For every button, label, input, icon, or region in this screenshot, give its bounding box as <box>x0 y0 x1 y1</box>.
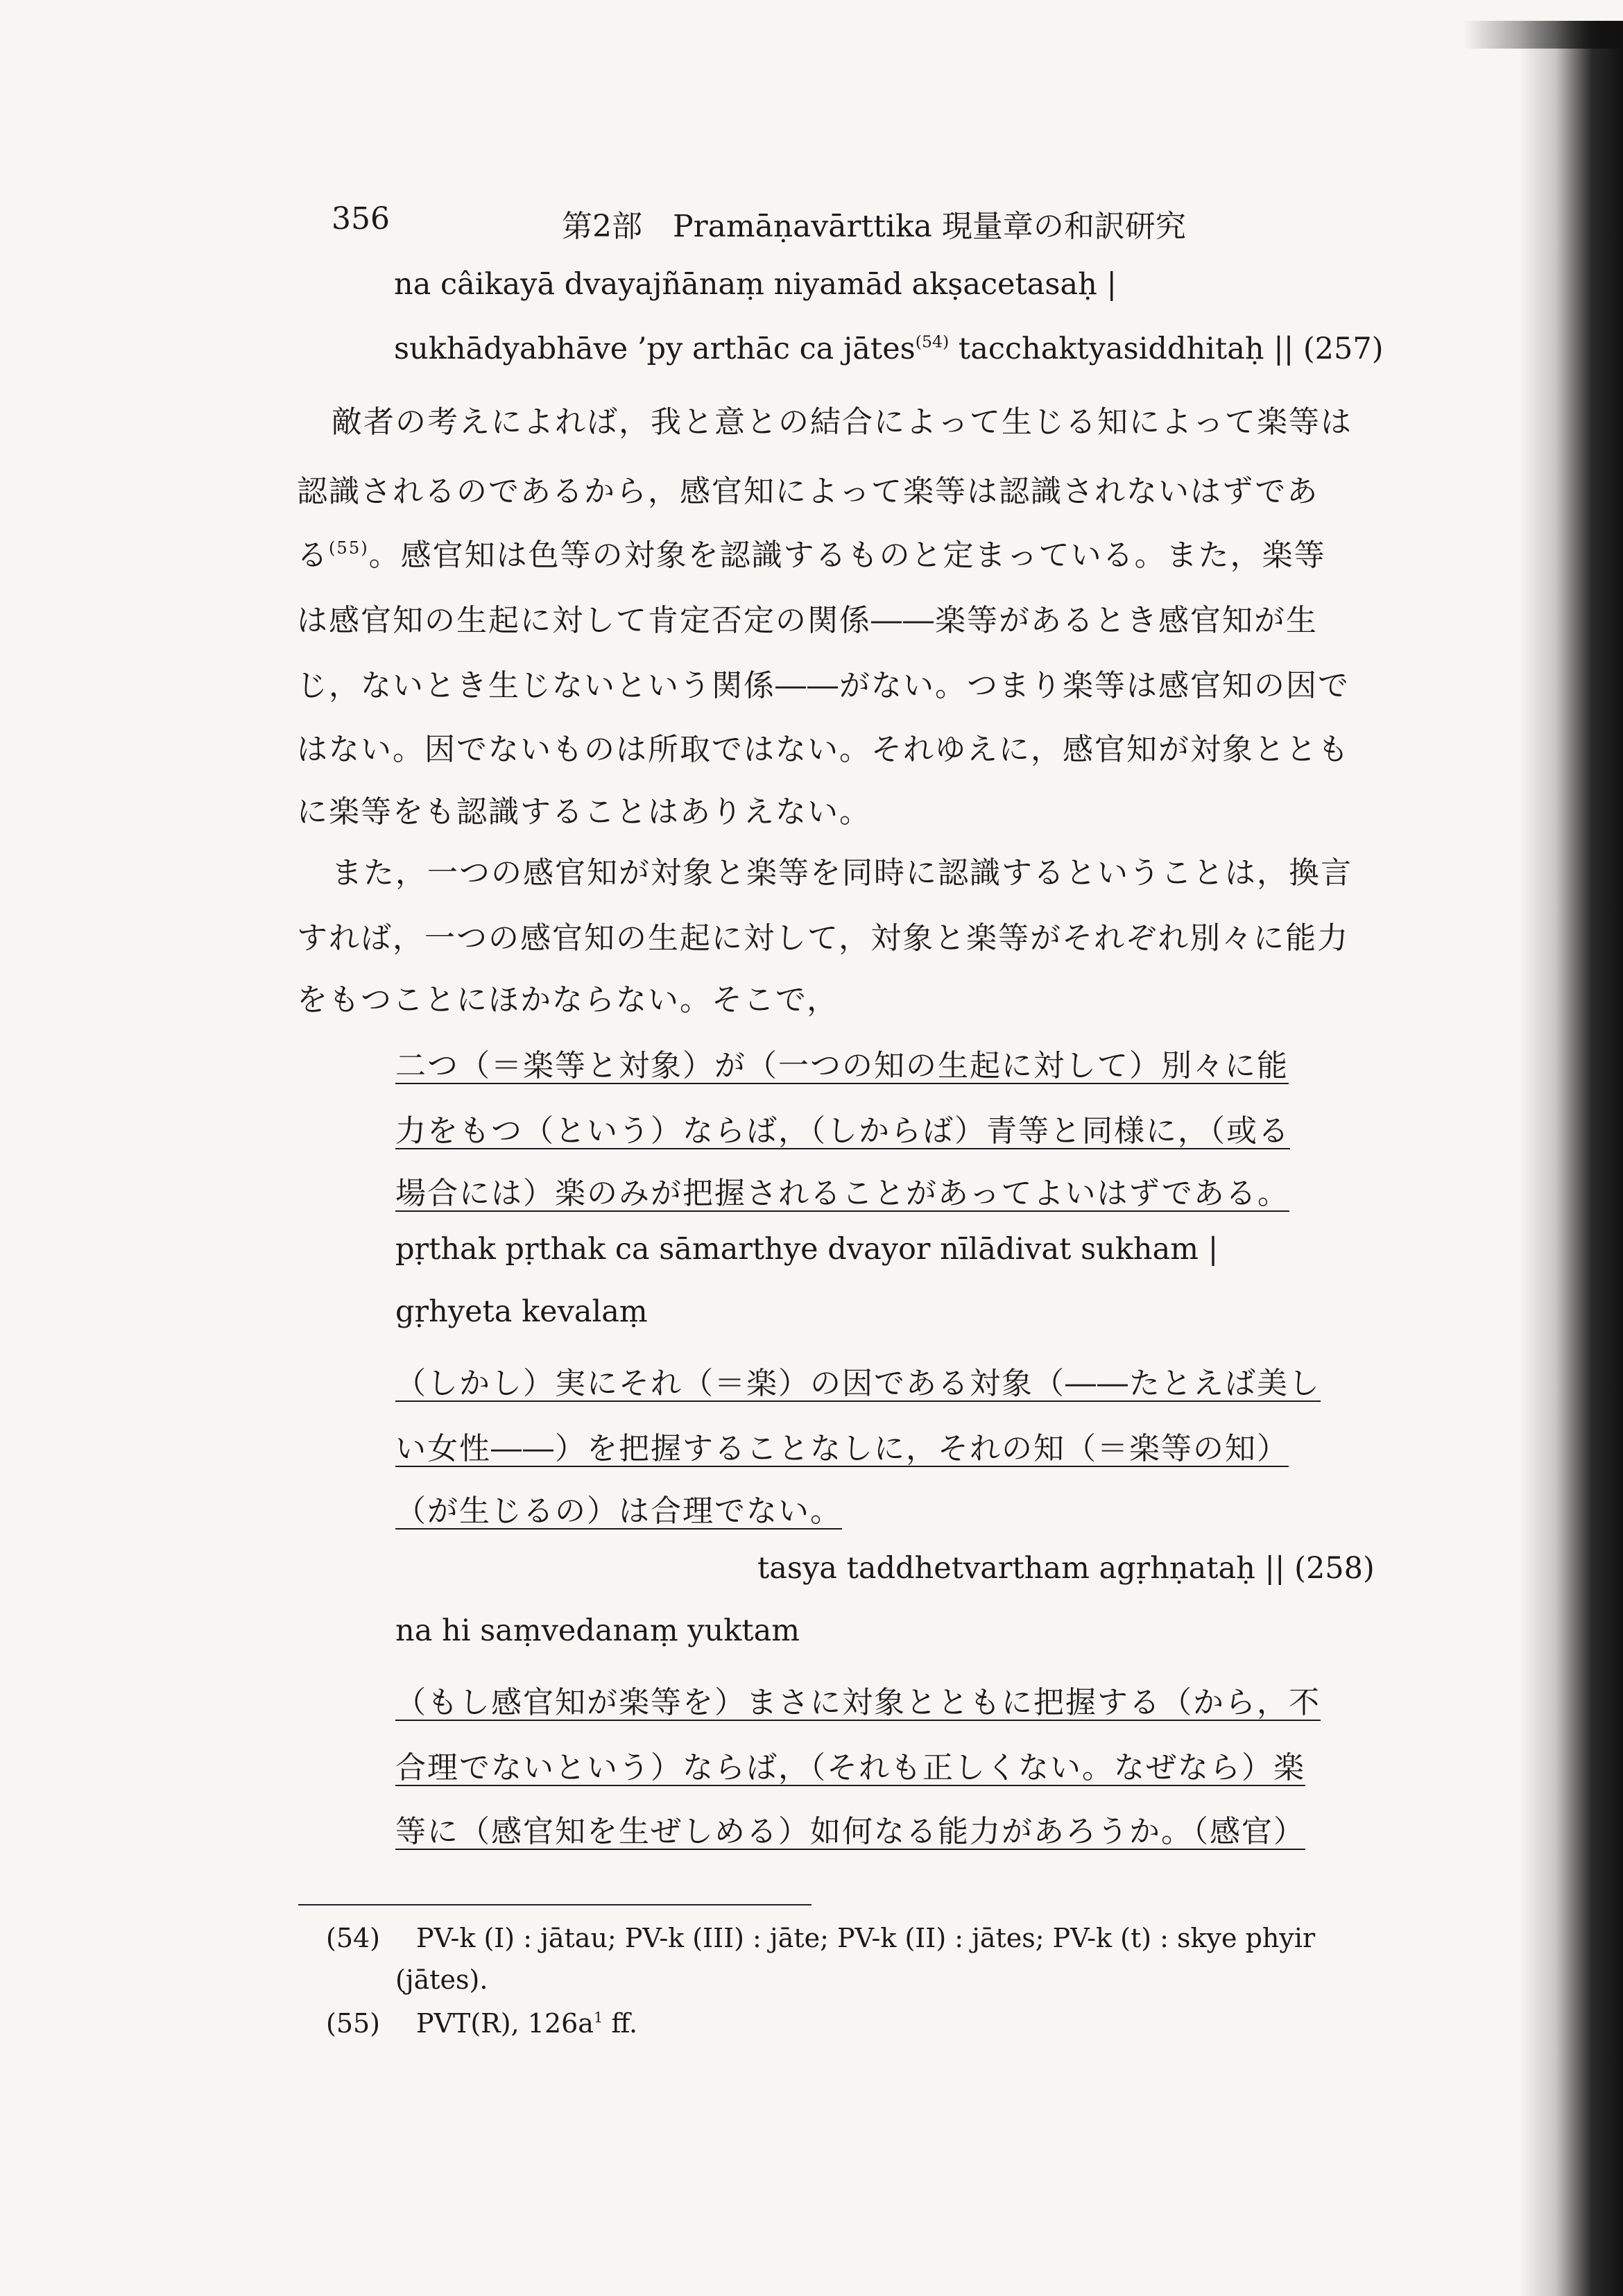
para1-line-6: はない。因でないものは所取ではない。それゆえに，感官知が対象ととも <box>297 732 1350 767</box>
para2-line-3: をもつことにほかならない。そこで， <box>297 982 839 1018</box>
verse-258a-line-2: gṛhyeta kevalaṃ <box>395 1294 648 1329</box>
verse-258a-line-1: pṛthak pṛthak ca sāmarthye dvayor nīlādivat sukham | <box>395 1232 1219 1267</box>
page-edge-shadow <box>1519 21 1623 2296</box>
verse-257-line-1: na câikayā dvayajñānaṃ niyamād akṣacetasaḥ | <box>394 267 1117 302</box>
para1-line-5: じ，ないとき生じないという関係――がない。つまり楽等は感官知の因で <box>297 668 1350 703</box>
verse-258b-line-1: tasya taddhetvartham agṛhṇataḥ || (258) <box>757 1551 1375 1586</box>
running-title: 第2部 Pramāṇavārttika 現量章の和訳研究 <box>562 209 1186 244</box>
para2-line-1: また，一つの感官知が対象と楽等を同時に認識するということは，換言 <box>332 855 1352 891</box>
translation-259-line-3: 等に（感官知を生ぜしめる）如何なる能力があろうか。（感官） <box>395 1814 1305 1849</box>
translation-259-line-2: 合理でないという）ならば，（それも正しくない。なぜなら）楽 <box>395 1750 1305 1785</box>
footnote-ref-54[interactable]: (54) <box>915 332 950 352</box>
footnote-55-number: (55) <box>326 2008 381 2039</box>
para1-line-2: 認識されるのであるから，感官知によって楽等は認識されないはずであ <box>297 474 1319 509</box>
para1-line-3 <box>297 530 1326 574</box>
para2-line-2: すれば，一つの感官知の生起に対して，対象と楽等がそれぞれ別々に能力 <box>297 920 1350 956</box>
para1-line-1: 敵者の考えによれば，我と意との結合によって生じる知によって楽等は <box>332 404 1352 440</box>
footnote-54-number: (54) <box>326 1923 381 1953</box>
translation-259-line-1: （もし感官知が楽等を）まさに対象とともに把握する（から，不 <box>395 1685 1321 1720</box>
translation-258b-line-1: （しかし）実にそれ（＝楽）の因である対象（――たとえば美し <box>395 1366 1321 1401</box>
verse-259a-line-1: na hi saṃvedanaṃ yuktam <box>395 1613 800 1648</box>
footnote-54-line-1: PV-k (I) : jātau; PV-k (III) : jāte; PV-k (II) : jātes; PV-k (t) : skye phyir <box>416 1923 1316 1953</box>
para1-line-3-start: る <box>297 538 329 573</box>
page-number: 356 <box>332 201 390 237</box>
footnote-55-text <box>416 2008 637 2039</box>
footnote-55-sup: 1 <box>593 2009 603 2026</box>
translation-258b-line-3: （が生じるの）は合理でない。 <box>395 1493 842 1529</box>
footnote-55-text-a: PVT(R), 126a <box>416 2008 594 2039</box>
page-edge-shadow-top <box>1463 21 1623 49</box>
verse-257-text-b: tacchaktyasiddhitaḥ || (257) <box>949 332 1384 366</box>
verse-257-line-2 <box>394 332 1383 366</box>
translation-258a-line-3: 場合には）楽のみが把握されることがあってよいはずである。 <box>395 1176 1289 1211</box>
translation-258a-line-2: 力をもつ（という）ならば，（しからば）青等と同様に，（或る <box>395 1113 1290 1149</box>
footnote-ref-55[interactable]: (55) <box>329 538 369 558</box>
translation-258b-line-2: い女性――）を把握することなしに，それの知（＝楽等の知） <box>395 1431 1289 1466</box>
translation-258a-line-1: 二つ（＝楽等と対象）が（一つの知の生起に対して）別々に能 <box>395 1048 1289 1083</box>
footnote-54-line-2: (jātes). <box>395 1964 488 1995</box>
para1-line-7: に楽等をも認識することはありえない。 <box>297 794 871 830</box>
footnote-divider <box>298 1904 812 1905</box>
verse-257-text-a: sukhādyabhāve ’py arthāc ca jātes <box>394 332 916 366</box>
footnote-55-text-b: ff. <box>603 2008 638 2039</box>
para1-line-4: は感官知の生起に対して肯定否定の関係――楽等があるとき感官知が生 <box>297 603 1318 638</box>
para1-line-3-rest: 。感官知は色等の対象を認識するものと定まっている。また，楽等 <box>368 538 1326 573</box>
